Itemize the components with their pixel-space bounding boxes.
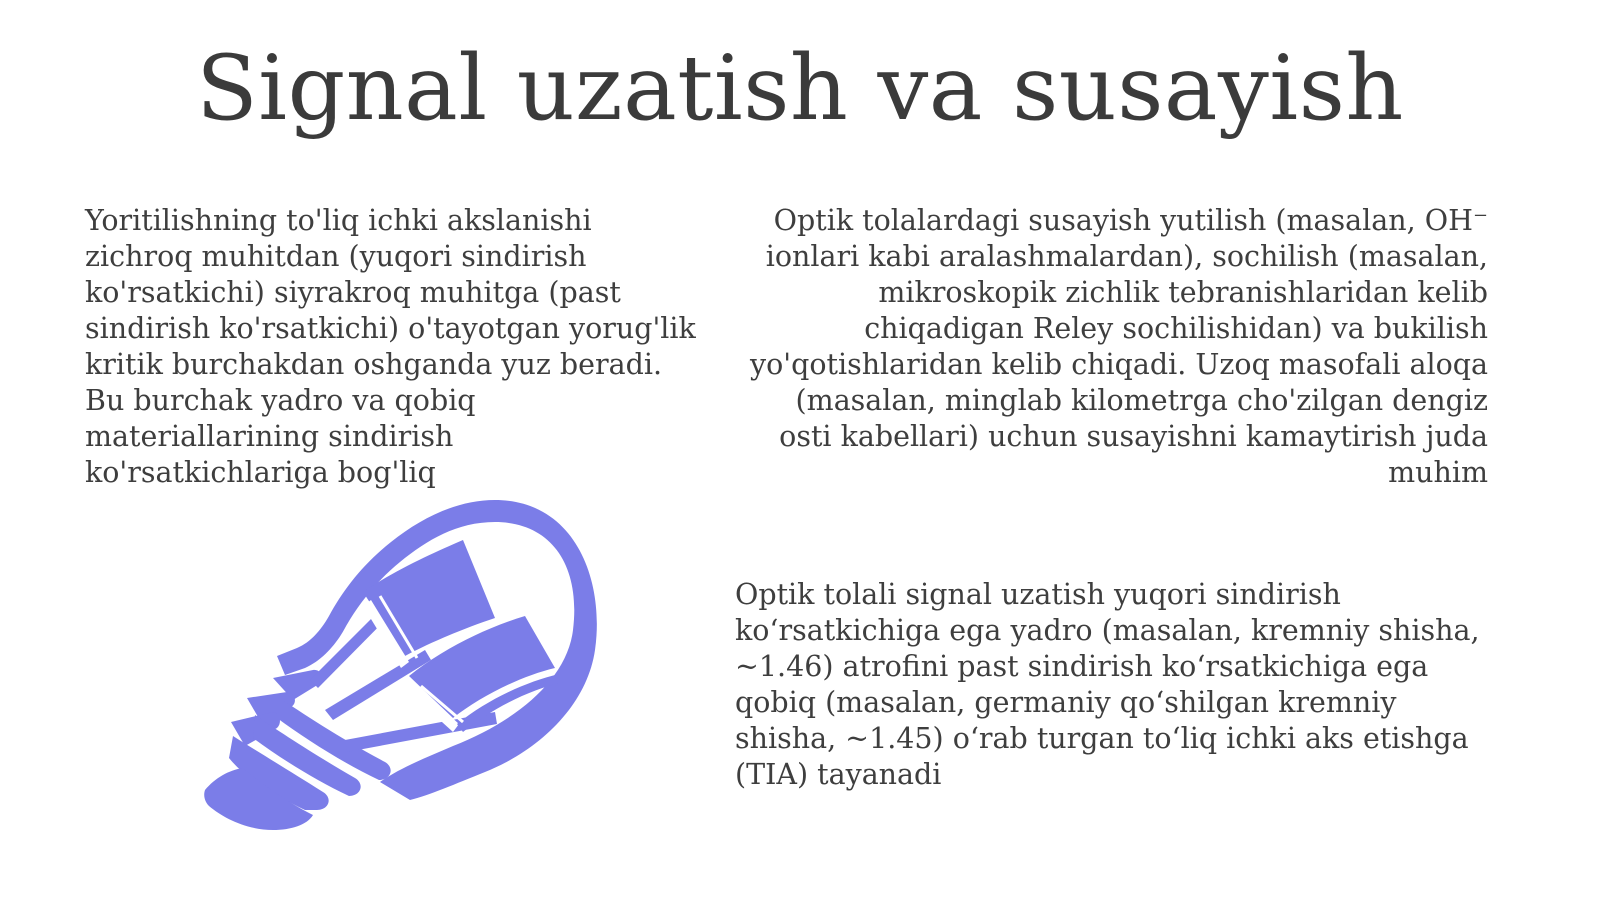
left-text-block: Yoritilishning to'liq ichki akslanishi zichroq muhitdan (yuqori sindirish ko'rsatkichi) siyrakroq muhitga (past sindirish ko'rsatkichi) o'tayotgan yorug'lik kritik burchakdan oshganda yuz beradi. Bu burchak yadro va qobiq materiallarining sindirish ko'rsatkichlariga bog'liq [85,204,696,489]
slide-title: Signal uzatish va susayish [196,36,1404,141]
right-text-block: Optik tolalardagi susayish yutilish (masalan, OH⁻ ionlari kabi aralashmalardan), sochilish (masalan, mikroskopik zichlik tebranishlaridan kelib chiqadigan Reley sochilishidan) va bukilish yo'qotishlaridan kelib chiqadi. Uzoq masofali aloqa (masalan, minglab kilometrga cho'zilgan dengiz osti kabellari) uchun susayishni kamaytirish juda muhim [750,204,1488,489]
bottom-text-block: Optik tolali signal uzatish yuqori sindirish ko‘rsatkichiga ega yadro (masalan, kremniy shisha, ~1.46) atrofini past sindirish ko‘rsatkichiga ega qobiq (masalan, germaniy qo‘shilgan kremniy shisha, ~1.45) o‘rab turgan to‘liq ichki aks etishga (TIA) tayanadi [735,578,1480,791]
lightbulb-with-book-icon [195,500,625,845]
